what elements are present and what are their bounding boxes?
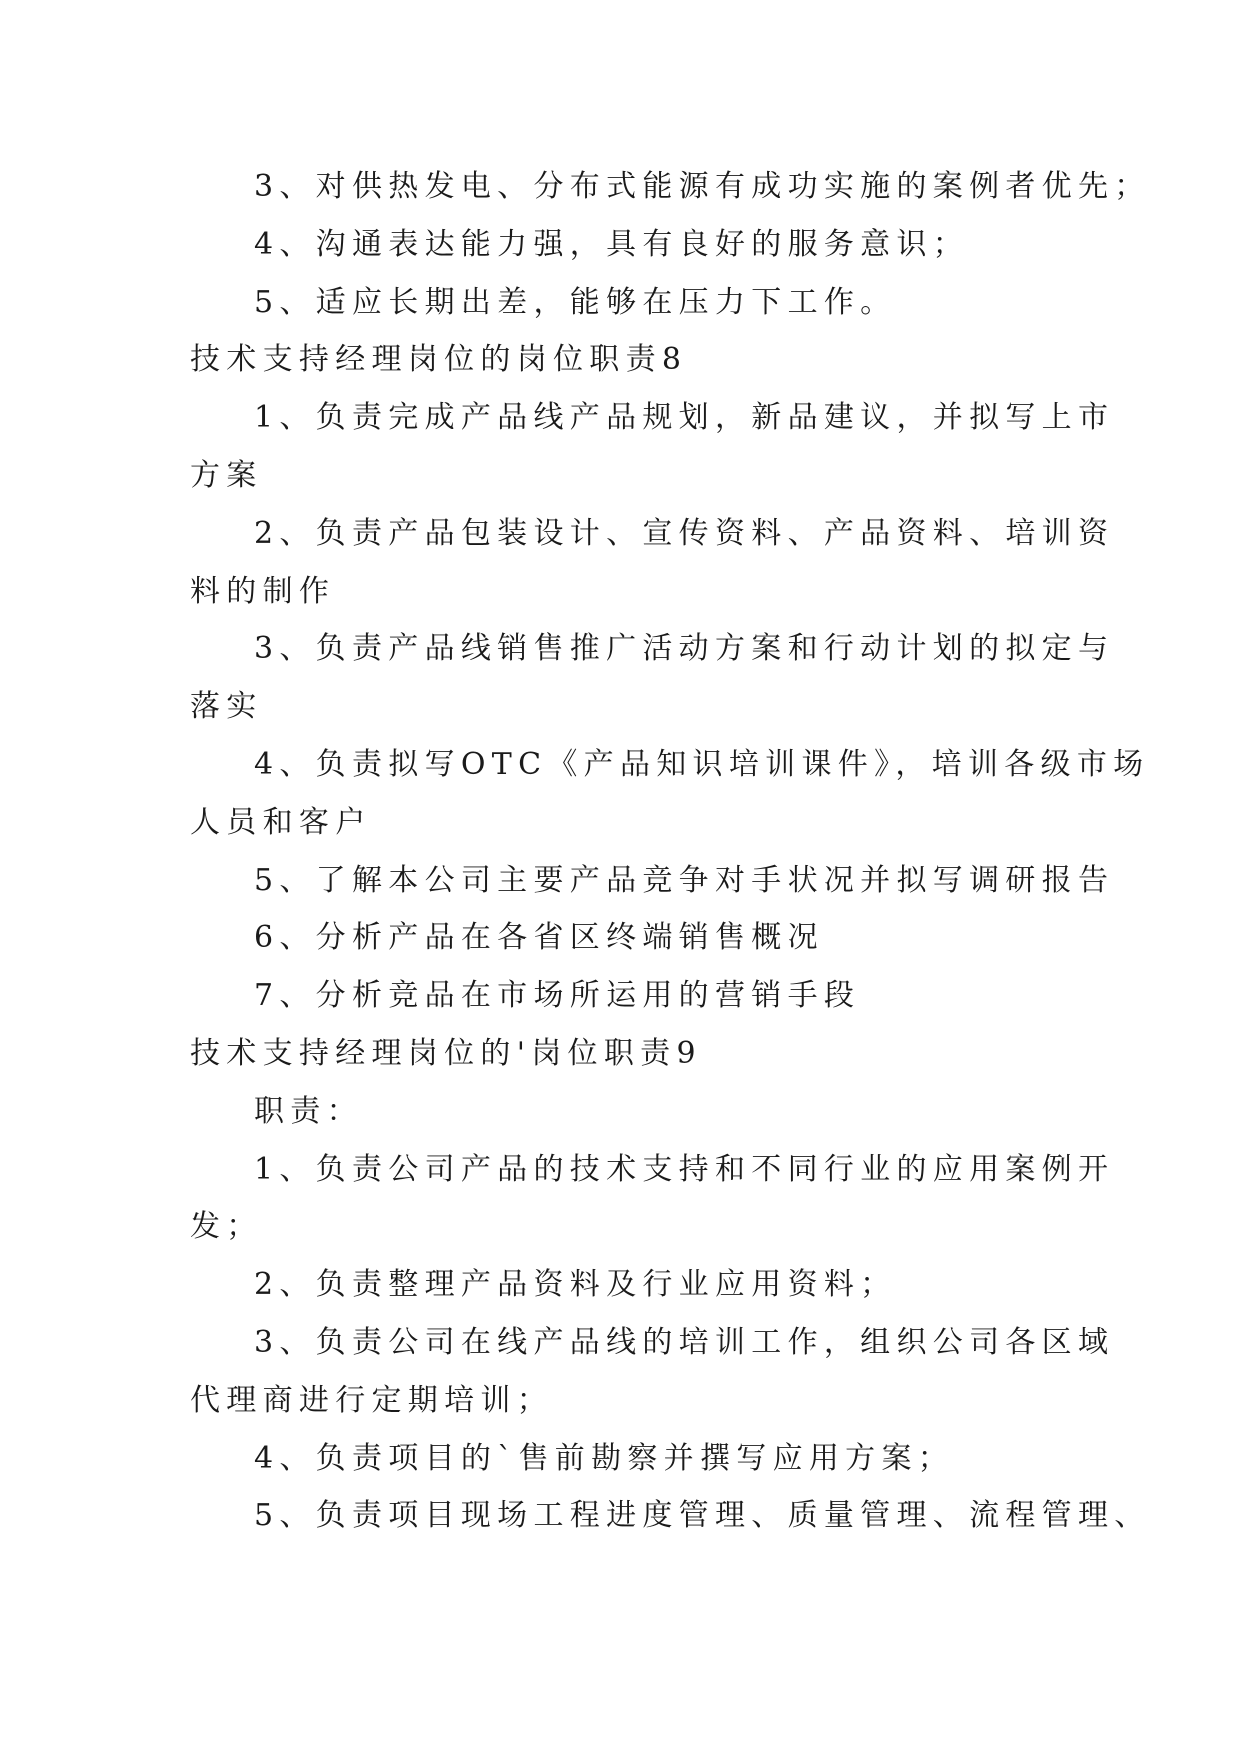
duty-item-5: 5、了解本公司主要产品竞争对手状况并拟写调研报告 bbox=[254, 862, 1115, 898]
requirement-5: 5、适应长期出差，能够在压力下工作。 bbox=[254, 284, 897, 320]
duty-item-2: 2、负责产品包装设计、宣传资料、产品资料、培训资 bbox=[254, 515, 1115, 551]
duty-item-1-continued: 发； bbox=[190, 1209, 263, 1245]
duty-item-5: 5、负责项目现场工程进度管理、质量管理、流程管理、 bbox=[254, 1498, 1151, 1534]
document-body bbox=[190, 158, 1151, 1545]
duty-item-3-continued: 落实 bbox=[190, 689, 263, 725]
duty-item-4-continued: 人员和客户 bbox=[190, 804, 372, 840]
section-heading-8: 技术支持经理岗位的岗位职责8 bbox=[190, 342, 688, 378]
duty-item-3-continued: 代理商进行定期培训； bbox=[190, 1382, 553, 1418]
duty-item-1-continued: 方案 bbox=[190, 457, 263, 493]
duty-item-7: 7、分析竞品在市场所运用的营销手段 bbox=[254, 978, 861, 1014]
duty-item-2-continued: 料的制作 bbox=[190, 573, 336, 609]
duty-item-4: 4、负责项目的`售前勘察并撰写应用方案； bbox=[254, 1440, 955, 1476]
section-heading-9: 技术支持经理岗位的'岗位职责9 bbox=[190, 1035, 702, 1071]
duties-label: 职责： bbox=[254, 1093, 363, 1129]
duty-item-4: 4、负责拟写OTC《产品知识培训课件》，培训各级市场 bbox=[254, 746, 1150, 782]
duty-item-3: 3、负责公司在线产品线的培训工作，组织公司各区域 bbox=[254, 1324, 1115, 1360]
duty-item-3: 3、负责产品线销售推广活动方案和行动计划的拟定与 bbox=[254, 631, 1115, 667]
duty-item-1: 1、负责完成产品线产品规划，新品建议，并拟写上市 bbox=[254, 400, 1115, 436]
requirement-3: 3、对供热发电、分布式能源有成功实施的案例者优先； bbox=[254, 169, 1151, 204]
duty-item-1: 1、负责公司产品的技术支持和不同行业的应用案例开 bbox=[254, 1151, 1115, 1187]
requirement-4: 4、沟通表达能力强，具有良好的服务意识； bbox=[254, 226, 970, 262]
duty-item-6: 6、分析产品在各省区终端销售概况 bbox=[254, 920, 824, 956]
duty-item-2: 2、负责整理产品资料及行业应用资料； bbox=[254, 1267, 897, 1303]
